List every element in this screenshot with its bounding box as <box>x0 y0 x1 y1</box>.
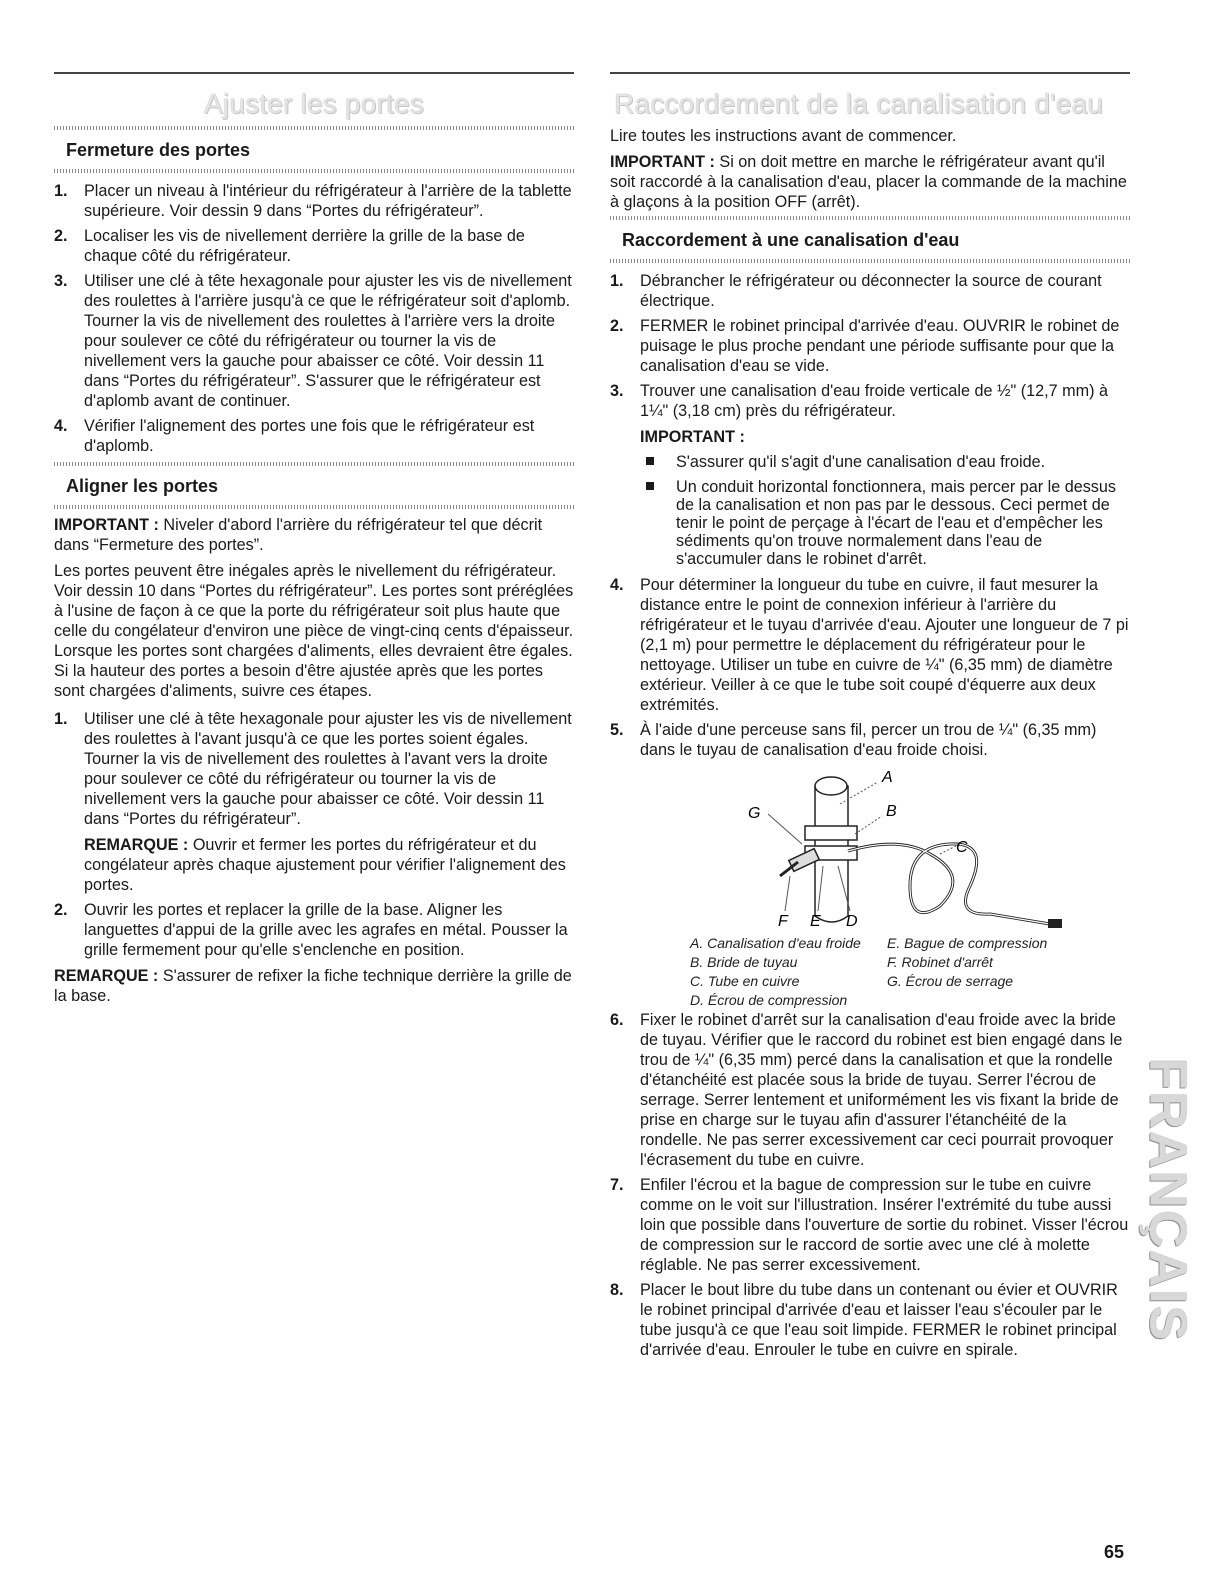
top-rule <box>54 72 574 74</box>
list-item: 1. Débrancher le réfrigérateur ou déconnecter la source de courant électrique. <box>610 272 1102 310</box>
label-c: C <box>956 839 968 856</box>
list-item: 3. Trouver une canalisation d'eau froide verticale de ½" (12,7 mm) à 1¼" (3,18 cm) près du réfrigérateur. IMPORTANT : S'assurer qu'il s'agit d'une canalisation d'eau froide. Un conduit horizontal fonctionnera, mais percer par le dessus de la canalisation et non pas par le dessous. Ceci permet de tenir le point de perçage à l'écart de l'eau et d'empêcher les sédiments qu'on trouve normalement dans l'eau de s'accumuler dans le robinet d'arrêt. <box>610 381 1130 568</box>
leader-g <box>768 814 802 844</box>
hatch-rule <box>610 216 1130 220</box>
tube-end <box>1048 919 1062 928</box>
copper-tube-inner <box>848 844 1050 924</box>
label-d: D <box>846 913 858 930</box>
list-item: S'assurer qu'il s'agit d'une canalisation d'eau froide. <box>640 453 1130 471</box>
remark-note: REMARQUE : Ouvrir et fermer les portes du réfrigérateur et du congélateur après chaque ajustement pour vérifier l'alignement des portes. <box>84 836 566 894</box>
section-title-water-line: Raccordement de la canalisation d'eau <box>614 88 1104 119</box>
closing-steps <box>54 181 574 456</box>
hatch-rule <box>54 505 574 509</box>
intro-text: Lire toutes les instructions avant de commencer. <box>610 127 957 145</box>
language-side-tab: FRANÇAIS <box>1138 1057 1197 1343</box>
list-item: 4. Pour déterminer la longueur du tube en cuivre, il faut mesurer la distance entre le point de connexion inférieur à l'arrière du réfrigérateur et le tuyau d'arrivée d'eau. Ajouter une longueur de 7 pi (2,1 m) pour permettre le déplacement du réfrigérateur pour le nettoyage. Utiliser un tube en cuivre de ¼" (6,35 mm) de diamètre extérieur. Veiller à ce que le tube soit coupé d'équerre aux deux extrémités. <box>610 576 1129 714</box>
section-title-adjust-doors: Ajuster les portes <box>204 88 424 119</box>
subheading-align-doors: Aligner les portes <box>66 476 219 496</box>
important-note: IMPORTANT : Si on doit mettre en marche le réfrigérateur avant qu'il soit raccordé à la canalisation d'eau, placer la commande de la machine à glaçons à la position OFF (arrêt). <box>610 153 1127 211</box>
square-bullet-icon <box>646 457 654 465</box>
label-a: A <box>882 769 893 786</box>
label-b: B <box>886 803 897 820</box>
list-item: Un conduit horizontal fonctionnera, mais percer par le dessus de la canalisation et non pas par le dessous. Ceci permet de tenir le point de perçage à l'écart de l'eau et d'empêcher les sédiments qu'on trouve normalement dans l'eau de s'accumuler dans le robinet d'arrêt. <box>640 478 1130 568</box>
list-item: 1. Placer un niveau à l'intérieur du réfrigérateur à l'arrière de la tablette supérieure. Voir dessin 9 dans “Portes du réfrigérateur”. <box>54 182 572 220</box>
square-bullet-icon <box>646 482 654 490</box>
list-item: 2. Localiser les vis de nivellement derrière la grille de la base de chaque côté du réfrigérateur. <box>54 227 525 265</box>
leader-b <box>855 816 882 834</box>
valve-illustration <box>610 766 1130 1006</box>
label-g: G <box>748 805 761 822</box>
water-steps-c <box>610 1010 1130 1360</box>
figure-legend-col2: E. Bague de compression F. Robinet d'arrêt G. Écrou de serrage <box>887 935 1048 989</box>
list-item: 1. Utiliser une clé à tête hexagonale pour ajuster les vis de nivellement des roulettes à l'avant jusqu'à ce que les portes soient égales. Tourner la vis de nivellement des roulettes à l'avant vers la droite pour soulever ce côté du réfrigérateur ou tourner la vis de nivellement vers la gauche pour abaisser ce côté. Voir dessin 11 dans “Portes du réfrigérateur”. REMARQUE : Ouvrir et fermer les portes du réfrigérateur et du congélateur après chaque ajustement pour vérifier l'alignement des portes. <box>54 709 574 895</box>
leader-f <box>785 876 790 911</box>
important-note: IMPORTANT : Niveler d'abord l'arrière du réfrigérateur tel que décrit dans “Fermeture des portes”. <box>54 516 543 554</box>
subheading-water-connection: Raccordement à une canalisation d'eau <box>622 230 960 250</box>
hatch-rule <box>54 462 574 466</box>
label-f: F <box>778 913 788 930</box>
align-steps <box>54 709 574 960</box>
left-column <box>54 72 574 1010</box>
list-item: 7. Enfiler l'écrou et la bague de compression sur le tube en cuivre comme on le voit sur l'illustration. Insérer l'extrémité du tube aussi loin que possible dans l'ouverture de sortie du robinet. Visser l'écrou de compression sur le raccord de sortie avec une clé à molette réglable. Ne pas serrer excessivement. <box>610 1176 1129 1274</box>
list-item: 6. Fixer le robinet d'arrêt sur la canalisation d'eau froide avec la bride de tuyau. Vérifier que le raccord du robinet est bien engagé dans le trou de ¼" (6,35 mm) percé dans la canalisation et que la rondelle d'étanchéité est placée sous la bride de tuyau. Serrer l'écrou de serrage. Serrer lentement et uniformément les vis fixant la bride de prise en charge sur le tuyau afin d'assurer l'étanchéité de la rondelle. Ne pas serrer excessivement car ceci pourrait provoquer l'écrasement du tube en cuivre. <box>610 1011 1123 1169</box>
top-rule <box>610 72 1130 74</box>
page-number: 65 <box>1103 1542 1124 1562</box>
list-item: 4. Vérifier l'alignement des portes une fois que le réfrigérateur est d'aplomb. <box>54 417 535 455</box>
list-item: 8. Placer le bout libre du tube dans un contenant ou évier et OUVRIR le robinet principal d'arrivée d'eau et laisser l'eau s'écouler par le tube jusqu'à ce que l'eau soit limpide. FERMER le robinet principal d'arrivée d'eau. Enrouler le tube en cuivre en spirale. <box>610 1281 1118 1359</box>
pipe-top <box>815 777 847 795</box>
list-item: 5. À l'aide d'une perceuse sans fil, percer un trou de ¼" (6,35 mm) dans le tuyau de canalisation d'eau froide choisi. <box>610 721 1097 759</box>
right-column <box>610 72 1130 1366</box>
important-label: IMPORTANT : <box>640 428 745 446</box>
valve-diagram <box>610 766 1130 931</box>
align-paragraph: Les portes peuvent être inégales après le nivellement du réfrigérateur. Voir dessin 10 dans “Portes du réfrigérateur”. Les portes sont préréglées à l'usine de façon à ce que la porte du réfrigérateur soit plus haute que celle du congélateur d'environ une pièce de vingt-cinq cents d'épaisseur. Lorsque les portes sont chargées d'aliments, elles devraient être égales. Si la hauteur des portes a besoin d'être ajustée après que les portes sont chargées d'aliments, suivre ces étapes. <box>54 562 574 700</box>
list-item: 2. FERMER le robinet principal d'arrivée d'eau. OUVRIR le robinet de puisage le plus proche pendant une période suffisante pour que la canalisation d'eau se vide. <box>610 317 1120 375</box>
label-e: E <box>810 913 821 930</box>
hatch-rule <box>54 169 574 173</box>
list-item: 3. Utiliser une clé à tête hexagonale pour ajuster les vis de nivellement des roulettes à l'arrière jusqu'à ce que le réfrigérateur soit d'aplomb. Tourner la vis de nivellement des roulettes à l'arrière vers la droite pour soulever ce côté du réfrigérateur ou tourner la vis de nivellement vers la gauche pour abaisser ce côté. Voir dessin 11 dans “Portes du réfrigérateur”. S'assurer que le réfrigérateur est d'aplomb avant de continuer. <box>54 272 572 410</box>
list-item: 2. Ouvrir les portes et replacer la grille de la base. Aligner les languettes d'appui de la grille avec les agrafes en métal. Pousser la grille fermement pour qu'elle s'enclenche en position. <box>54 901 568 959</box>
figure-legend-col1: A. Canalisation d'eau froide B. Bride de tuyau C. Tube en cuivre D. Écrou de compression <box>690 935 861 1008</box>
hatch-rule <box>610 259 1130 263</box>
hatch-rule <box>54 126 574 130</box>
clamp-upper <box>805 826 857 840</box>
leader-e <box>818 866 823 911</box>
copper-tube <box>848 844 1050 924</box>
water-steps-a <box>610 271 1130 760</box>
bullet-list <box>640 453 1130 568</box>
remark-note: REMARQUE : S'assurer de refixer la fiche technique derrière la grille de la base. <box>54 967 572 1005</box>
subheading-closing-doors: Fermeture des portes <box>66 140 251 160</box>
